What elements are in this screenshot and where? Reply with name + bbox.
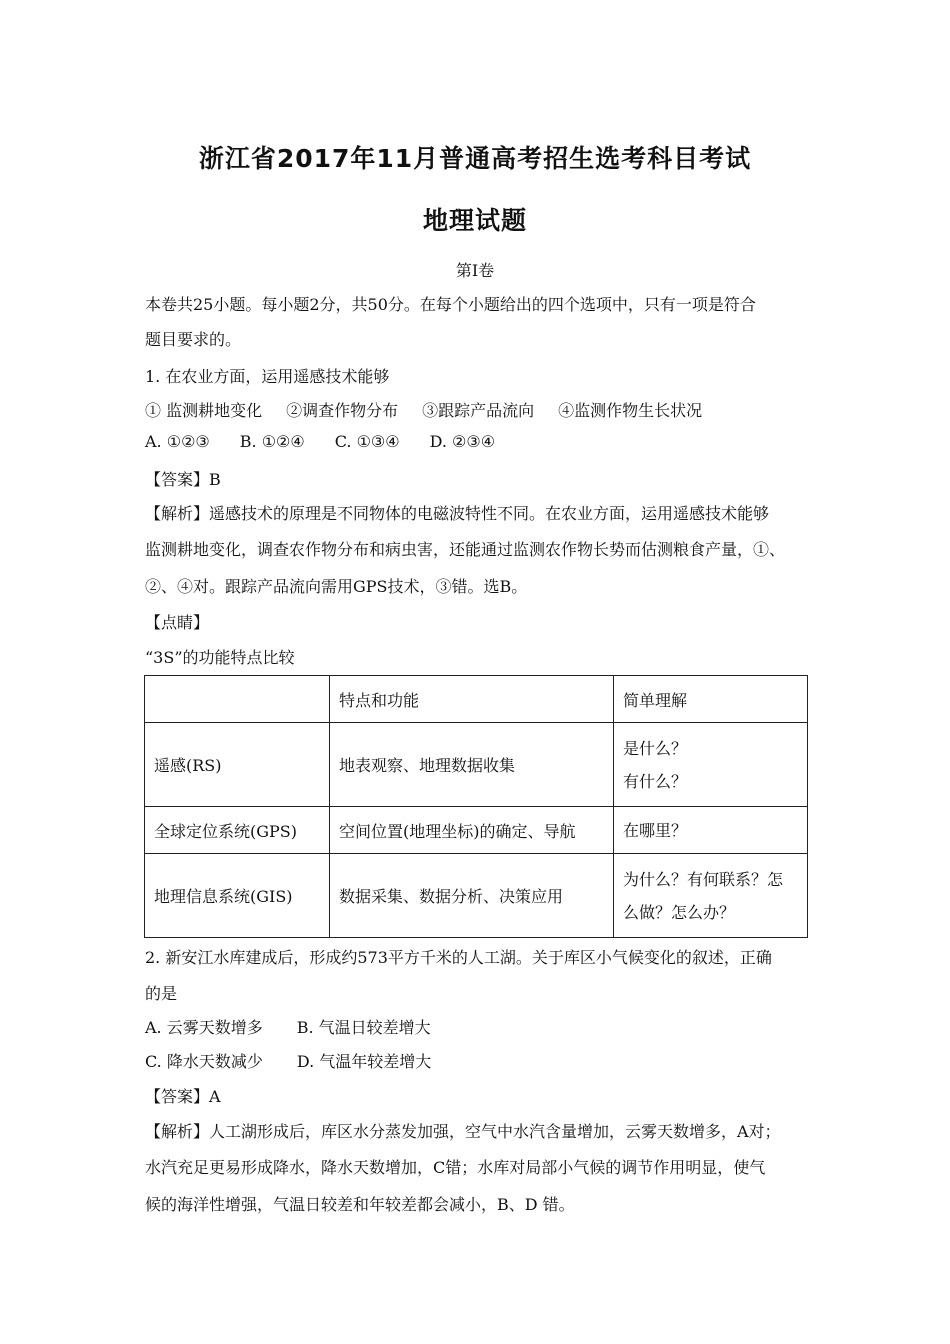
table-row	[145, 807, 808, 854]
question-2-options	[145, 1049, 431, 1072]
question-1-tip-label: 【点睛】	[145, 613, 210, 632]
instructions-line: 本卷共25小题。每小题2分，共50分。在每个小题给出的四个选项中，只有一项是符合	[145, 295, 756, 314]
question-2-stem: 2. 新安江水库建成后，形成约573平方千米的人工湖。关于库区小气候变化的叙述，正确	[145, 948, 772, 967]
q2-option: B. 气温日较差增大	[296, 1018, 431, 1037]
question-1-analysis: ②、④对。跟踪产品流向需用GPS技术，③错。选B。	[145, 577, 528, 596]
document-subtitle: 地理试题	[422, 206, 527, 235]
table-cell: 空间位置(地理坐标)的确定、导航	[330, 807, 614, 854]
table-cell: 遥感(RS)	[145, 723, 330, 807]
table-cell-line: 么做？怎么办？	[623, 902, 736, 922]
q1-item: ②调查作物分布	[286, 401, 399, 420]
table-cell-line: 为什么？有何联系？怎	[623, 869, 784, 889]
q1-option: A. ①②③	[145, 432, 210, 451]
table-cell-line: 有什么？	[623, 771, 688, 791]
question-1-analysis: 监测耕地变化，调查农作物分布和病虫害，还能通过监测农作物长势而估测粮食产量，①、	[145, 540, 786, 559]
table-cell-line: 是什么？	[623, 738, 688, 758]
table-cell	[614, 723, 808, 807]
q1-option: C. ①③④	[334, 432, 400, 451]
question-1-stem: 1. 在农业方面，运用遥感技术能够	[145, 367, 390, 386]
q1-item: ④监测作物生长状况	[558, 401, 703, 420]
table-cell: 地表观察、地理数据收集	[330, 723, 614, 807]
q2-option: D. 气温年较差增大	[296, 1052, 432, 1071]
table-header-row	[145, 676, 808, 723]
question-1-analysis: 【解析】遥感技术的原理是不同物体的电磁波特性不同。在农业方面，运用遥感技术能够	[145, 504, 770, 523]
q1-option: D. ②③④	[429, 432, 496, 451]
table-row	[145, 723, 808, 807]
table-row	[145, 854, 808, 938]
table-cell: 全球定位系统(GPS)	[145, 807, 330, 854]
table-cell: 地理信息系统(GIS)	[145, 854, 330, 938]
3s-comparison-table	[144, 675, 808, 938]
question-1-answer: 【答案】B	[145, 470, 221, 489]
question-2-options	[145, 1015, 431, 1038]
question-2-analysis: 【解析】人工湖形成后，库区水分蒸发加强，空气中水汽含量增加，云雾天数增多，A对；	[145, 1122, 781, 1141]
table-caption: “3S”的功能特点比较	[145, 648, 295, 667]
question-2-analysis: 水汽充足更易形成降水，降水天数增加，C错；水库对局部小气候的调节作用明显，使气	[145, 1158, 766, 1177]
document-title: 浙江省2017年11月普通高考招生选考科目考试	[198, 144, 752, 173]
q1-option: B. ①②④	[239, 432, 305, 451]
table-cell-line: 在哪里？	[623, 820, 688, 840]
question-2-analysis: 候的海洋性增强，气温日较差和年较差都会减小，B、D 错。	[145, 1195, 575, 1214]
q2-option: A. 云雾天数增多	[145, 1018, 263, 1037]
table-cell: 数据采集、数据分析、决策应用	[330, 854, 614, 938]
question-1-items	[145, 398, 702, 421]
q1-item: ① 监测耕地变化	[145, 401, 263, 420]
question-2-stem: 的是	[145, 984, 178, 1003]
question-2-answer: 【答案】A	[145, 1087, 221, 1106]
question-1-options	[145, 432, 495, 451]
table-header-cell: 特点和功能	[330, 676, 614, 723]
table-cell	[614, 807, 808, 854]
section-heading: 第Ⅰ卷	[455, 261, 495, 280]
instructions-line: 题目要求的。	[145, 330, 242, 349]
table-header-cell: 简单理解	[614, 676, 808, 723]
table-header-cell	[145, 676, 330, 723]
q2-option: C. 降水天数减少	[145, 1052, 263, 1071]
q1-item: ③跟踪产品流向	[422, 401, 535, 420]
table-cell	[614, 854, 808, 938]
